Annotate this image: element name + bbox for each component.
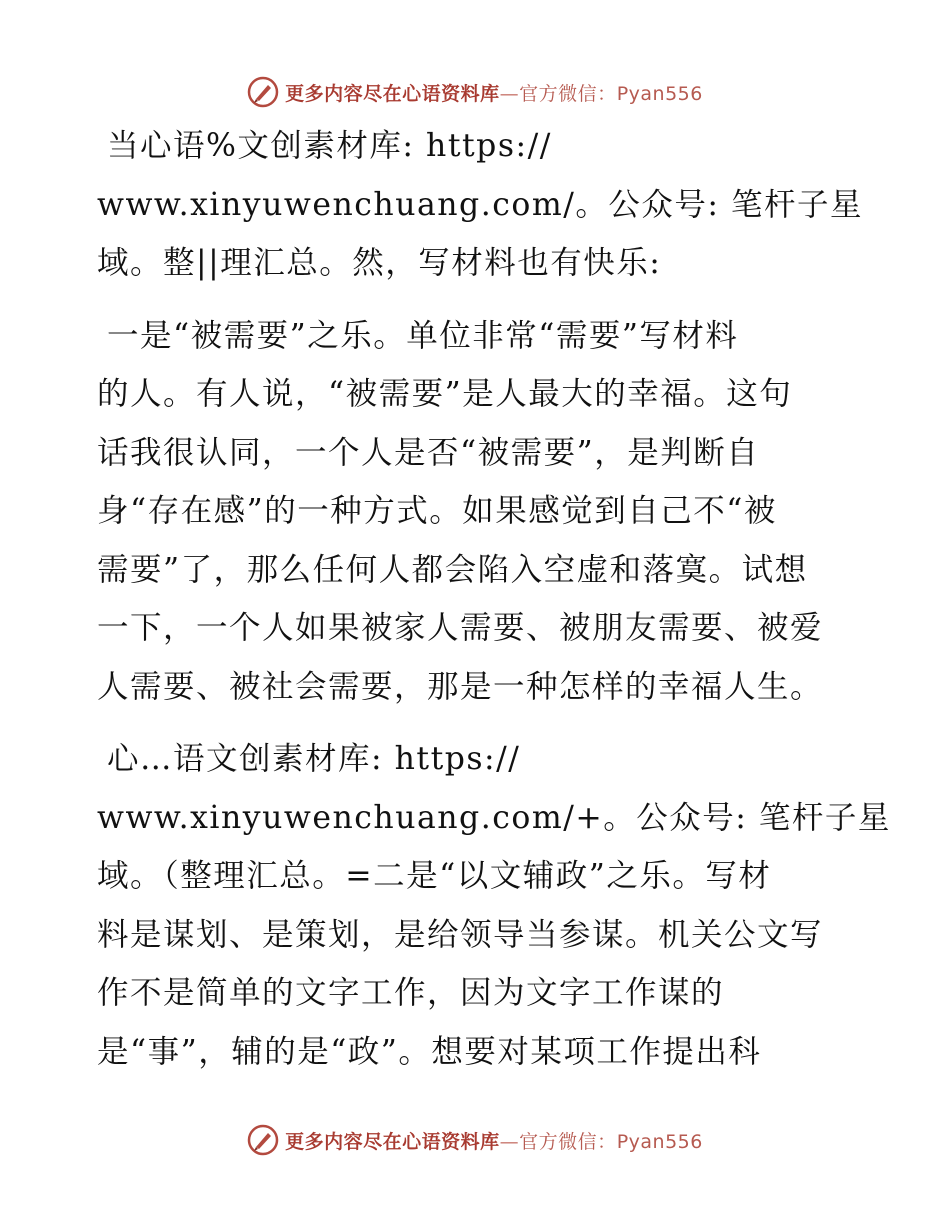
- text-line: 当心语%文创素材库: https://: [107, 128, 552, 164]
- document-body: [97, 117, 891, 1081]
- banner-text: [285, 1127, 703, 1154]
- pen-logo-icon: [247, 1124, 279, 1156]
- text-line: 心…语文创素材库: https://: [107, 741, 521, 777]
- banner-main-text: 更多内容尽在心语资料库: [285, 1130, 500, 1153]
- header-banner: [0, 70, 950, 114]
- text-line: 一是“被需要”之乐。单位非常“需要”写材料: [107, 317, 739, 354]
- text-line: 需要”了，那么任何人都会陷入空虚和落寞。试想: [97, 551, 808, 588]
- banner-text: [285, 79, 703, 106]
- paragraph-2: [97, 307, 857, 717]
- banner-main-text: 更多内容尽在心语资料库: [285, 82, 500, 105]
- text-line: 话我很认同，一个人是否“被需要”，是判断自: [97, 434, 760, 471]
- text-line: 域。整||理汇总。然，写材料也有快乐:: [97, 245, 662, 281]
- paragraph-gap: [97, 716, 857, 730]
- text-line: 人需要、被社会需要，那是一种怎样的幸福人生。: [97, 668, 824, 705]
- text-line: 一下，一个人如果被家人需要、被朋友需要、被爱: [97, 610, 824, 646]
- pen-logo-icon: [247, 76, 279, 108]
- text-line: 作不是简单的文字工作，因为文字工作谋的: [97, 975, 725, 1011]
- banner-wechat-label: 官方微信：: [519, 1130, 617, 1153]
- banner-wechat-label: 官方微信：: [519, 82, 617, 105]
- text-line: 的人。有人说，“被需要”是人最大的幸福。这句: [97, 376, 793, 412]
- banner-wechat-id: Pyan556: [616, 1130, 703, 1153]
- banner-dash: —: [499, 82, 520, 105]
- banner-wechat-id: Pyan556: [616, 82, 703, 105]
- text-line: 是“事”，辅的是“政”。想要对某项工作提出科: [97, 1033, 762, 1070]
- paragraph-1: [97, 117, 863, 293]
- text-line: 料是谋划、是策划，是给领导当参谋。机关公文写: [97, 916, 824, 953]
- text-line: www.xinyuwenchuang.com/。公众号: 笔杆子星: [97, 186, 863, 223]
- banner-dash: —: [499, 1130, 520, 1153]
- text-line: 身“存在感”的一种方式。如果感觉到自己不“被: [97, 493, 777, 529]
- footer-banner: [0, 1118, 950, 1162]
- text-line: 域。（整理汇总。=二是“以文辅政”之乐。写材: [97, 858, 772, 894]
- text-line: www.xinyuwenchuang.com/+。公众号: 笔杆子星: [97, 799, 891, 836]
- paragraph-3: [97, 730, 891, 1081]
- paragraph-gap: [97, 293, 857, 307]
